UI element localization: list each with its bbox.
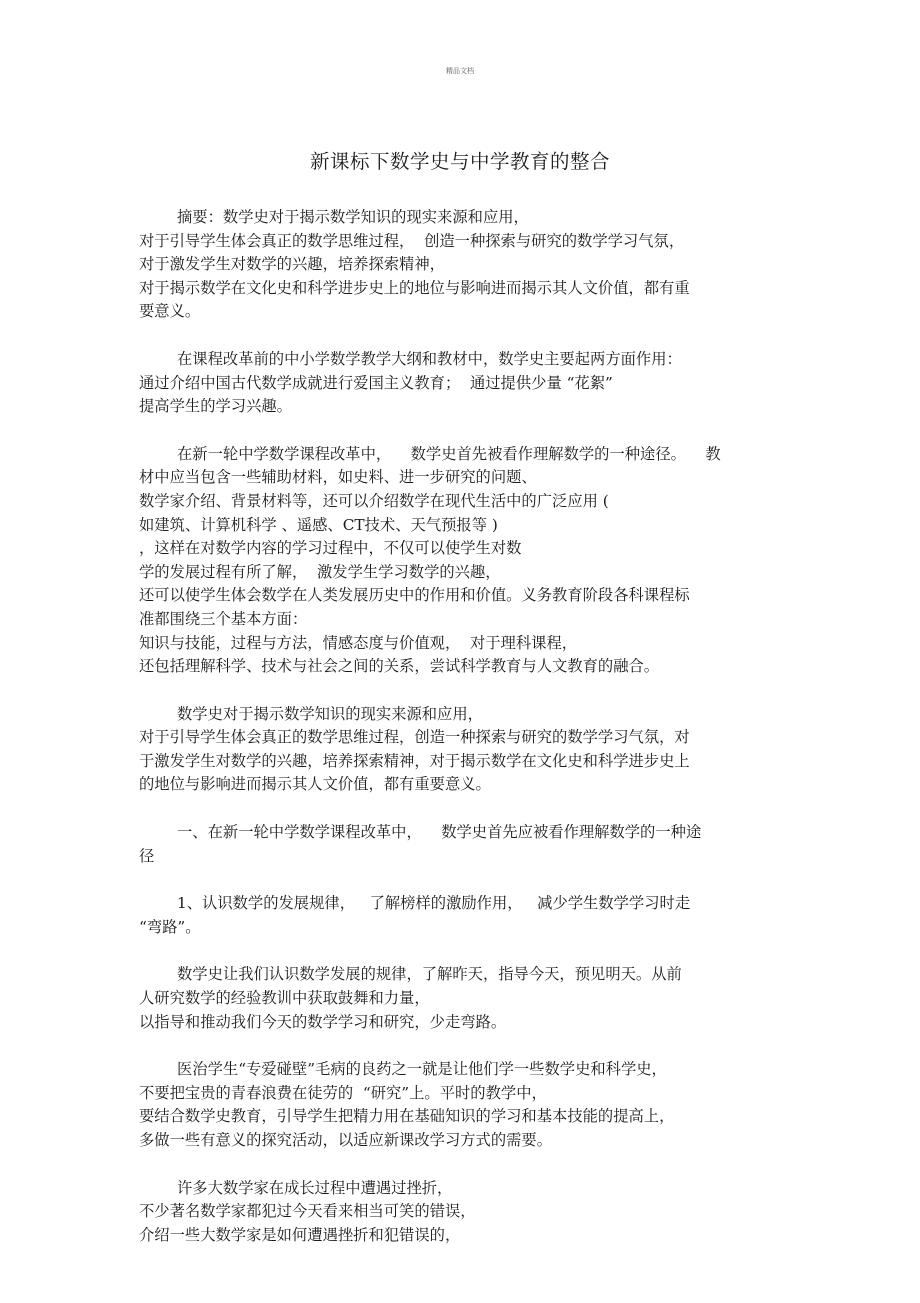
text-line: ，这样在对数学内容的学习过程中，不仅可以使学生对数: [139, 539, 522, 558]
text-line: 如建筑、计算机科学 、遥感、CT技术、天气预报等 ): [139, 515, 498, 534]
document-body: [139, 206, 779, 1271]
text-line: 许多大数学家在成长过程中遭遇过挫折，: [177, 1178, 453, 1197]
text-line: 对于揭示数学在文化史和科学进步史上的地位与影响进而揭示其人文价值，都有重: [139, 278, 690, 297]
paragraph: [139, 348, 779, 419]
paragraph: [139, 1177, 779, 1248]
text-line: 对于引导学生体会真正的数学思维过程， 创造一种探索与研究的数学学习气氛，: [139, 231, 685, 250]
text-line: 提高学生的学习兴趣。: [139, 397, 292, 416]
text-line: 多做一些有意义的探究活动，以适应新课改学习方式的需要。: [139, 1131, 553, 1149]
text-line: 数学家介绍、背景材料等，还可以介绍数学在现代生活中的广泛应用 (: [139, 491, 609, 510]
text-line: 摘要：数学史对于揭示数学知识的现实来源和应用，: [177, 208, 529, 226]
subsection-heading: [139, 892, 779, 939]
paragraph: [139, 443, 779, 679]
text-line: 介绍一些大数学家是如何遭遇挫折和犯错误的，: [139, 1225, 461, 1244]
text-line: 材中应当包含一些辅助材料，如史料、进一步研究的问题、: [139, 468, 537, 487]
text-line: 对于激发学生对数学的兴趣，培养探索精神，: [139, 255, 445, 274]
paragraph: [139, 703, 779, 797]
text-line: 人研究数学的经验教训中获取鼓舞和力量，: [139, 989, 430, 1008]
text-line: 1、认识数学的发展规律， 了解榜样的激励作用， 减少学生数学学习时走: [177, 894, 691, 913]
text-line: 对于引导学生体会真正的数学思维过程，创造一种探索与研究的数学学习气氛，对: [139, 728, 690, 747]
paragraph: [139, 1058, 779, 1152]
text-line: 径: [139, 846, 155, 865]
text-line: 以指导和推动我们今天的数学学习和研究，少走弯路。: [139, 1012, 507, 1031]
text-line: 知识与技能，过程与方法，情感态度与价值观， 对于理科课程，: [139, 633, 578, 652]
text-line: 要意义。: [139, 302, 201, 321]
text-line: 在新一轮中学数学课程改革中， 数学史首先被看作理解数学的一种途径。 教: [177, 444, 721, 463]
text-line: 准都围绕三个基本方面：: [139, 609, 308, 628]
text-line: 不要把宝贵的青春浪费在徒劳的 “研究”上。平时的教学中，: [139, 1083, 547, 1102]
text-line: 通过介绍中国古代数学成就进行爱国主义教育； 通过提供少量 “花絮”: [139, 373, 613, 392]
text-line: 的地位与影响进而揭示其人文价值，都有重要意义。: [139, 775, 491, 794]
text-line: 还包括理解科学、技术与社会之间的关系，尝试科学教育与人文教育的融合。: [139, 657, 660, 676]
text-line: “弯路”。: [139, 917, 201, 936]
text-line: 在课程改革前的中小学数学教学大纲和教材中，数学史主要起两方面作用：: [177, 349, 682, 368]
text-line: 要结合数学史教育，引导学生把精力用在基础知识的学习和基本技能的提高上，: [139, 1107, 675, 1126]
text-line: 医治学生“专爱碰壁”毛病的良药之一就是让他们学一些数学史和科学史，: [177, 1060, 667, 1079]
text-line: 不少著名数学家都犯过今天看来相当可笑的错误，: [139, 1202, 476, 1221]
paragraph: [139, 963, 779, 1034]
section-heading: [139, 821, 779, 868]
text-line: 学的发展过程有所了解， 激发学生学习数学的兴趣，: [139, 562, 501, 581]
page-title: 新课标下数学史与中学教育的整合: [309, 150, 610, 173]
text-line: 数学史对于揭示数学知识的现实来源和应用，: [177, 704, 483, 723]
text-line: 数学史让我们认识数学发展的规律，了解昨天，指导今天，预见明天。从前: [177, 965, 682, 984]
text-line: 一、在新一轮中学数学课程改革中， 数学史首先应被看作理解数学的一种途: [177, 823, 702, 842]
paragraph-abstract: [139, 206, 779, 324]
header-tag: 精品文档: [446, 67, 474, 75]
text-line: 于激发学生对数学的兴趣，培养探索精神，对于揭示数学在文化史和科学进步史上: [139, 751, 690, 770]
text-line: 还可以使学生体会数学在人类发展历史中的作用和价值。义务教育阶段各科课程标: [139, 586, 690, 605]
